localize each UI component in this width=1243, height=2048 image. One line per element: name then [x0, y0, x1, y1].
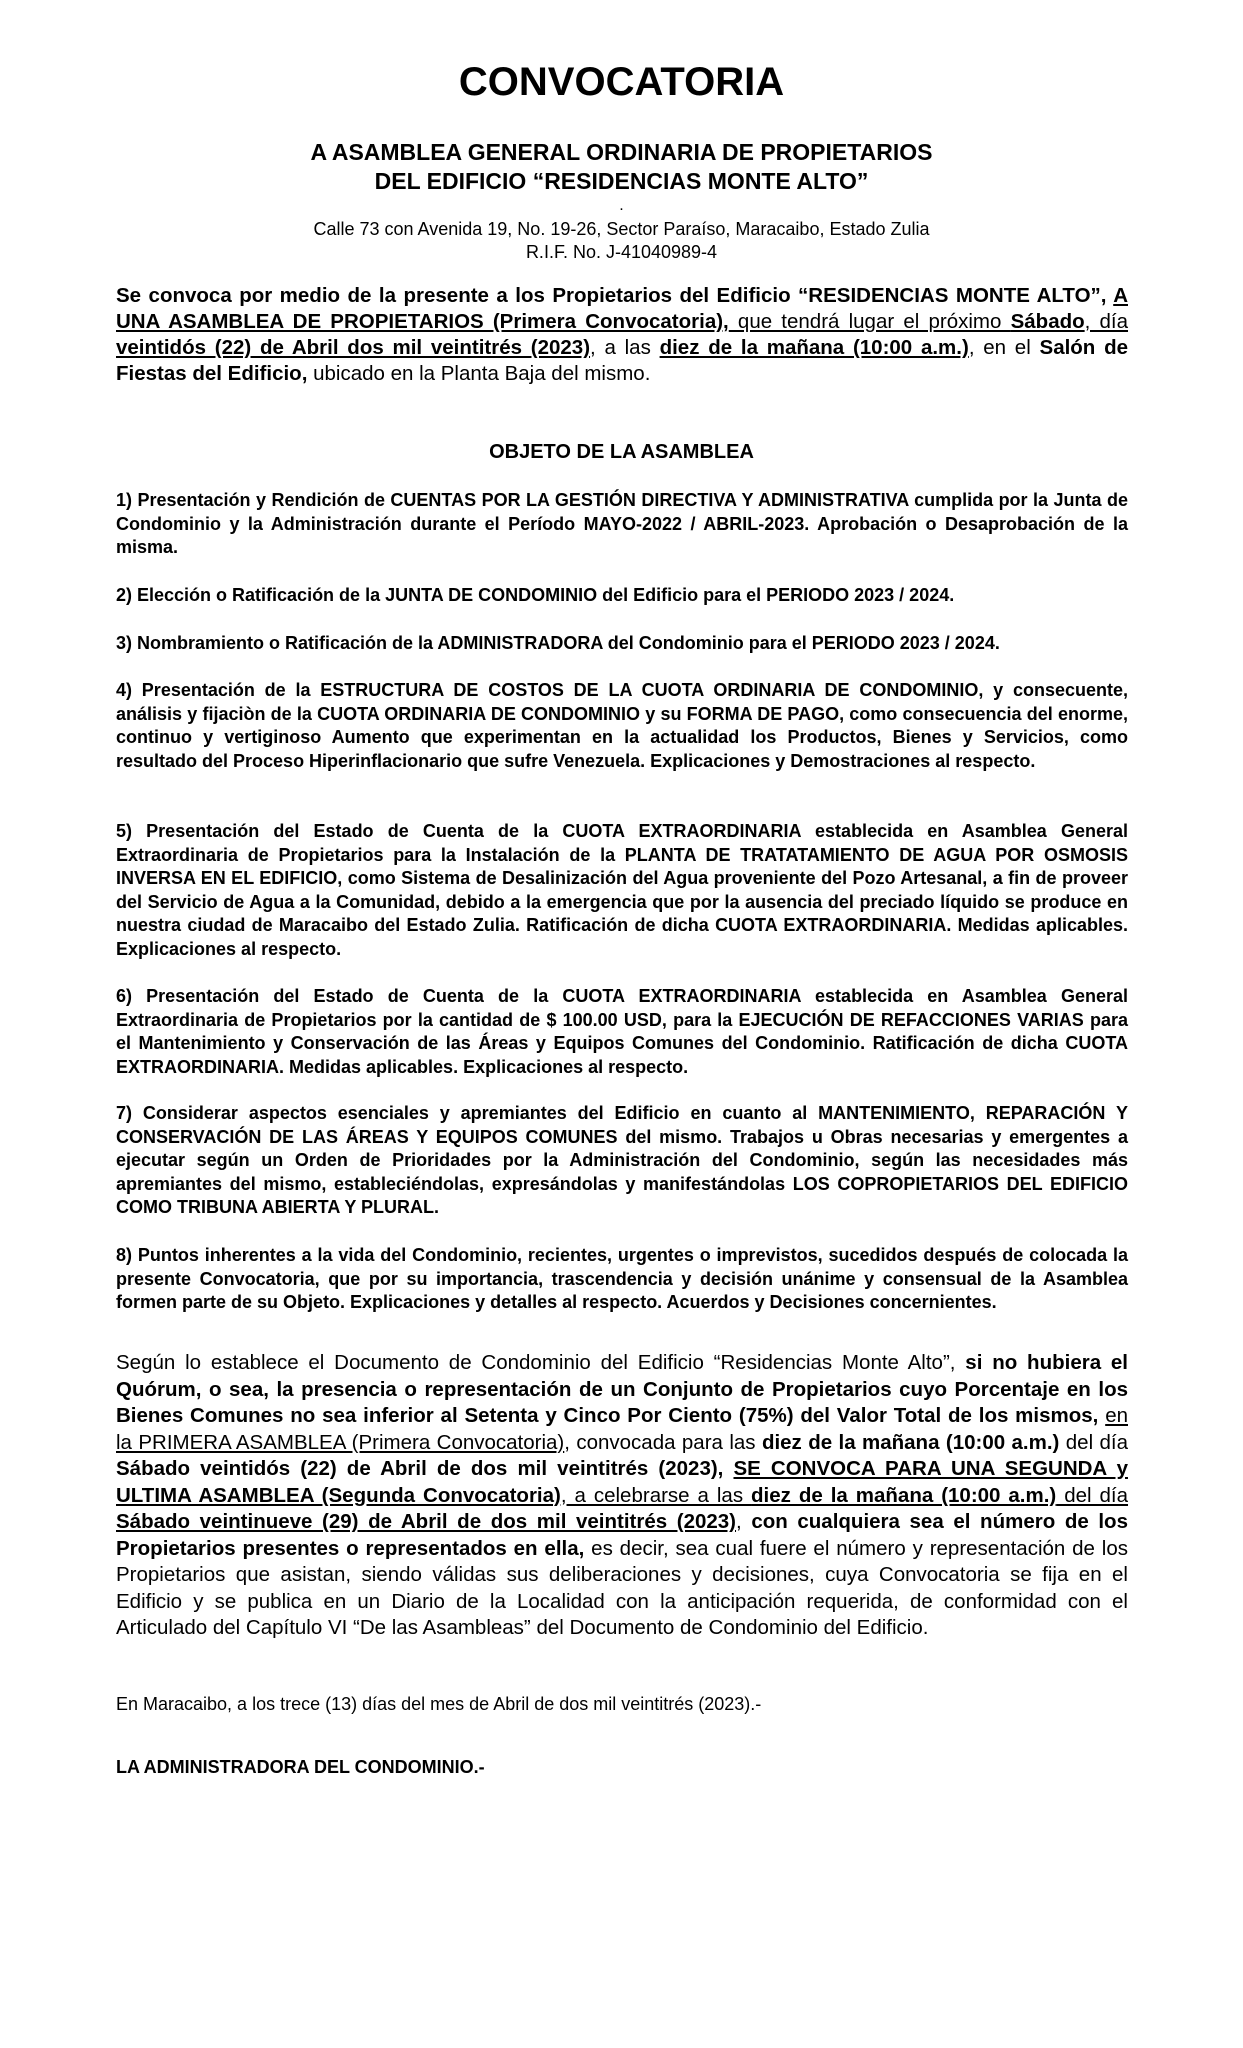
- closing-text-7: del día: [1059, 1430, 1129, 1454]
- closing-text-8: Sábado veintidós (22) de Abril de dos mil veintitrés (2023),: [116, 1457, 724, 1480]
- intro-text-1: Se convoca por medio de la presente a los Propietarios del Edificio “RESIDENCIAS MONTE ALTO”,: [116, 284, 1114, 307]
- intro-text-2: A UNA ASAMBLEA DE PROPIETARIOS (Primera Convocatoria),: [116, 284, 1128, 333]
- agenda-item-3: 3) Nombramiento o Ratificación de la ADMINISTRADORA del Condominio para el PERIODO 2023 / 2024.: [116, 633, 1000, 653]
- intro-text-3: que tendrá lugar el próximo: [728, 310, 1011, 333]
- closing-paragraph: [116, 1350, 1128, 1642]
- closing-text-14: Sábado veintinueve (29) de Abril de dos mil veintitrés (2023): [116, 1510, 737, 1533]
- agenda-item-7: 7) Considerar aspectos esenciales y apremiantes del Edificio en cuanto al MANTENIMIENTO, REPARACIÓN Y CONSERVACIÓN DE LAS ÁREAS Y EQUIPOS COMUNES del mismo. Trabajos u Obras necesarias y emergentes a ejecutar según un Orden de Prioridades por la Administración del Condominio, según las necesidades más apremiantes del mismo, estableciéndolas, expresándolas y manifestándolas LOS COPROPIETARIOS DEL EDIFICIO COMO TRIBUNA ABIERTA Y PLURAL.: [116, 1103, 1128, 1217]
- closing-text-11: , a celebrarse a las: [560, 1483, 752, 1507]
- intro-paragraph: [116, 283, 1128, 387]
- closing-text-15: ,: [736, 1510, 752, 1533]
- closing-text-10: SE CONVOCA PARA UNA SEGUNDA y ULTIMA ASAMBLEA (Segunda Convocatoria): [116, 1457, 1128, 1507]
- intro-text-5: , día: [1084, 310, 1129, 333]
- document-title: CONVOCATORIA: [458, 60, 785, 104]
- intro-text-8: diez de la mañana (10:00 a.m.): [659, 336, 969, 359]
- address-line: Calle 73 con Avenida 19, No. 19-26, Sector Paraíso, Maracaibo, Estado Zulia: [313, 219, 930, 239]
- intro-text-4: Sábado: [1010, 310, 1085, 333]
- document-subtitle: [0, 138, 1243, 196]
- closing-text-5: , convocada para las: [564, 1430, 762, 1454]
- intro-text-6: veintidós (22) de Abril dos mil veintitrés (2023): [116, 336, 591, 359]
- intro-text-9: , en el: [968, 336, 1040, 359]
- agenda-item-6: 6) Presentación del Estado de Cuenta de la CUOTA EXTRAORDINARIA establecida en Asamblea General Extraordinaria de Propietarios por la cantidad de $ 100.00 USD, para la EJECUCIÓN DE REFACCIONES VARIAS para el Mantenimiento y Conservación de las Áreas y Equipos Comunes del Condominio. Ratificación de dicha CUOTA EXTRAORDINARIA. Medidas aplicables. Explicaciones al respecto.: [116, 986, 1128, 1077]
- signature-line: LA ADMINISTRADORA DEL CONDOMINIO.-: [116, 1757, 485, 1777]
- subtitle-line-2: DEL EDIFICIO “RESIDENCIAS MONTE ALTO”: [374, 168, 869, 194]
- closing-text-1: Según lo establece el Documento de Condominio del Edificio “Residencias Monte Alto”,: [116, 1351, 966, 1374]
- separator-dot: .: [619, 197, 624, 214]
- closing-text-16: con cualquiera sea el número de los Propietarios presentes o representados en ella,: [116, 1510, 1128, 1560]
- objeto-heading: OBJETO DE LA ASAMBLEA: [489, 441, 754, 463]
- date-line: En Maracaibo, a los trece (13) días del mes de Abril de dos mil veintitrés (2023).-: [116, 1694, 762, 1714]
- address-block: [0, 218, 1243, 264]
- intro-text-11: ubicado en la Planta Baja del mismo.: [307, 362, 651, 385]
- subtitle-line-1: A ASAMBLEA GENERAL ORDINARIA DE PROPIETARIOS: [310, 139, 933, 165]
- agenda-item-1: 1) Presentación y Rendición de CUENTAS POR LA GESTIÓN DIRECTIVA Y ADMINISTRATIVA cumplida por la Junta de Condominio y la Administración durante el Período MAYO-2022 / ABRIL-2023. Aprobación o Desaprobación de la misma.: [116, 490, 1128, 557]
- agenda-item-4: 4) Presentación de la ESTRUCTURA DE COSTOS DE LA CUOTA ORDINARIA DE CONDOMINIO, y consecuente, análisis y fijaciòn de la CUOTA ORDINARIA DE CONDOMINIO y su FORMA DE PAGO, como consecuencia del enorme, continuo y vertiginoso Aumento que experimentan en la actualidad los Productos, Bienes y Servicios, como resultado del Proceso Hiperinflacionario que sufre Venezuela. Explicaciones y Demostraciones al respecto.: [116, 680, 1128, 771]
- intro-text-10: Salón de Fiestas del Edificio,: [116, 336, 1129, 385]
- agenda-item-2: 2) Elección o Ratificación de la JUNTA DE CONDOMINIO del Edificio para el PERIODO 2023 / 2024.: [116, 585, 955, 605]
- agenda-item-5: 5) Presentación del Estado de Cuenta de la CUOTA EXTRAORDINARIA establecida en Asamblea General Extraordinaria de Propietarios para la Instalación de la PLANTA DE TRATATAMIENTO DE AGUA POR OSMOSIS INVERSA EN EL EDIFICIO, como Sistema de Desalinización del Agua proveniente del Pozo Artesanal, a fin de proveer del Servicio de Agua a la Comunidad, debido a la emergencia que por la ausencia del preciado líquido se produce en nuestra ciudad de Maracaibo del Estado Zulia. Ratificación de dicha CUOTA EXTRAORDINARIA. Medidas aplicables. Explicaciones al respecto.: [116, 821, 1128, 959]
- agenda-item-8: 8) Puntos inherentes a la vida del Condominio, recientes, urgentes o imprevistos, sucedidos después de colocada la presente Convocatoria, que por su importancia, trascendencia y decisión unánime y consensual de la Asamblea formen parte de su Objeto. Explicaciones y detalles al respecto. Acuerdos y Decisiones concernientes.: [116, 1245, 1128, 1312]
- closing-text-17: es decir, sea cual fuere el número y representación de los Propietarios que asistan, siendo válidas sus deliberaciones y decisiones,: [116, 1536, 1129, 1586]
- closing-text-9: [723, 1457, 733, 1480]
- intro-text-7: , a las: [590, 336, 660, 359]
- closing-text-13: del día: [1056, 1483, 1129, 1507]
- closing-text-6: diez de la mañana (10:00 a.m.): [761, 1430, 1060, 1454]
- closing-text-18: cuya Convocatoria se fija en el Edificio y se publica en un Diario de la Localidad con la anticipación requerida, de conformidad con el Articulado del Capítulo VI “De las Asambleas” del Documento de Condominio del Edificio.: [116, 1563, 1128, 1639]
- closing-text-4: en la PRIMERA ASAMBLEA (Primera Convocatoria): [116, 1404, 1128, 1454]
- closing-text-12: diez de la mañana (10:00 a.m.): [751, 1483, 1057, 1507]
- rif-line: R.I.F. No. J-41040989-4: [525, 242, 718, 262]
- closing-text-2: si no hubiera el Quórum, o sea, la presencia o representación de un Conjunto de Propietarios cuyo Porcentaje en los Bienes Comunes no sea inferior al Setenta y Cinco Por Ciento (75%) del Valor Total de los mismos,: [116, 1351, 1128, 1427]
